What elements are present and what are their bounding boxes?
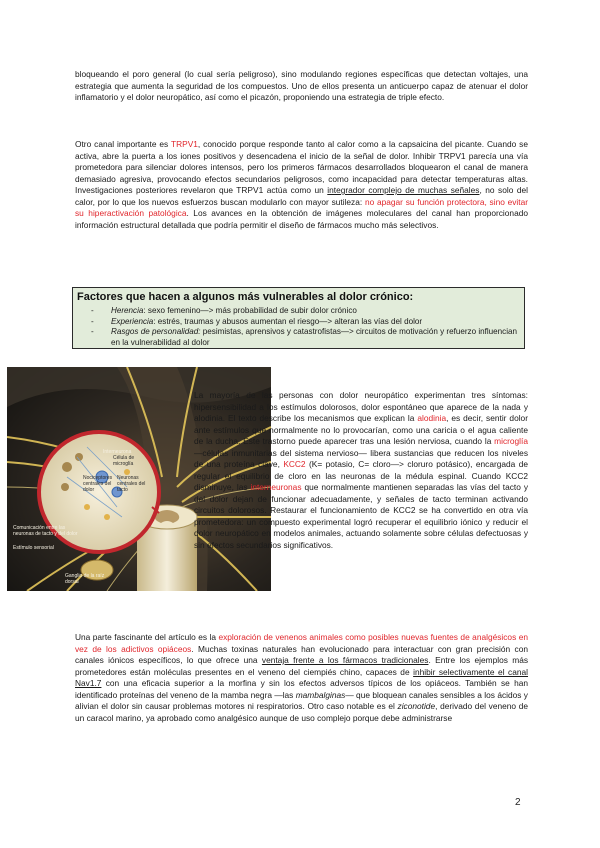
underline-nav17: inhibir selectivamente el canal Nav1.7 — [75, 666, 529, 688]
factors-title: Factores que hacen a algunos más vulnerables al dolor crónico: — [77, 291, 414, 303]
text-run: La mayoría de las personas con dolor neuropático experimentan tres síntomas: hipersensibilidad a los estímulos dolorosos, dolor espontáneo que aparece de la nada y alodinia. El texto describe los mecanismos que explican la — [194, 390, 528, 423]
highlight-venenos: exploración de venenos animales como posibles nuevas fuentes de analgésicos en vez de los adictivos opiáceos — [75, 632, 528, 654]
text-run: — que bloquean canales sensibles a los ácidos y alivian el dolor sin causar problemas motores ni respiratorios. Otro caso notable es el — [75, 689, 528, 711]
highlight-alodinia: alodinia — [417, 413, 447, 423]
factor-text: pesimistas, aprensivos y catastrofistas—> circuitos de motivación y refuerzo influencian en la vulnerabilidad al dolor — [111, 327, 518, 347]
factor-text: : estrés, traumas y abusos aumentan el riesgo—> alteran las vías del dolor — [153, 316, 423, 326]
underline-integrador: integrador complejo de muchas señales — [327, 185, 480, 195]
text-run: —células inmunitarias del sistema nervioso— libera sustancias que reducen los niveles de una proteína clave, — [194, 447, 528, 469]
factor-text: : sexo femenino—> más probabilidad de subir dolor crónico — [143, 306, 357, 315]
text-run: . Los avances en la obtención de imágenes moleculares del canal han proporcionado información estructural detallada que podría permitir el diseño de fármacos mucho más selectivos. — [75, 208, 528, 230]
highlight-interneuronas: interneuronas — [250, 482, 302, 492]
label-interneurona: Interneurona — [103, 449, 132, 455]
text-run: con una eficacia superior a la morfina y sin los efectos adversos típicos de los opiáceos. También se han identificado proteínas del veneno de la mamba negra —las — [75, 678, 528, 700]
text-run: . Muchas toxinas naturales han evolucionado para interactuar con gran precisión con canales iónicos específicos, lo que ofrece una — [75, 643, 528, 665]
label-comunicacion: Comunicación entre las neuronas de tacto y del dolor — [13, 525, 78, 537]
factor-item-herencia — [91, 306, 520, 317]
factors-list — [77, 306, 520, 348]
text-run: Otro canal importante es — [75, 139, 171, 149]
text-run: bloqueando el poro general (lo cual sería peligroso), sino modulando regiones específicas que detectan voltajes, una estrategia que aumenta la seguridad de los compuestos. Uno de ellos presenta un anticuerpo capaz de atenuar el dolor inflamatorio y el dolor neuropático, así como el picazón, proponiendo una estrategia de triple efecto. — [75, 69, 528, 102]
factors-box — [72, 287, 525, 349]
text-run: , derivado del veneno de un caracol marino, ya aprobado como analgésico aunque de uso complejo porque debe administrarse — [75, 701, 528, 723]
text-run: , no solo del calor, por lo que los nuevos esfuerzos buscan modularlo con mayor sutileza: — [75, 185, 528, 207]
highlight-protective-function: no apagar su función protectora, sino evitar su hiperactivación patológica — [75, 196, 528, 218]
italic-mambalginas: mambalginas — [295, 689, 346, 700]
factor-term: Rasgos de personalidad: — [111, 327, 201, 336]
text-run: . Entre los ejemplos más prometedores están moléculas presentes en el veneno del ciempiés chino, capaces de — [75, 655, 529, 677]
label-ganglio: Ganglio de la raíz dorsal — [65, 573, 105, 585]
factor-item-personalidad — [91, 327, 520, 348]
text-run: Una parte fascinante del artículo es la — [75, 632, 219, 642]
label-microglia: Célula de microglía — [113, 455, 135, 467]
label-neuronas-tacto: Neuronas centrales del tacto — [117, 475, 146, 493]
label-estimulo: Estímulo sensorial — [13, 545, 54, 551]
text-run: , conocido porque responde tanto al calor como a la capsaicina del picante. Cuando se activa, abre la puerta a los iones positivos y desencadena el inicio de la señal de dolor. Inhibir TRPV1 parecía una vía prometedora para silenciar dolores intensos, pero los primeros fármacos desarrollados bloquearon el canal de manera demasiado agresiva, provocando efectos secundarios peligrosos, como incapacidad para detectar temperaturas altas. Investigaciones posteriores revelaron que TRPV1 actúa como un — [75, 139, 528, 195]
highlight-trpv1: TRPV1 — [171, 139, 198, 149]
text-run: (K= potasio, C= cloro—> cloruro potásico), encargada de regular el equilibrio de cloro en las neuronas de la médula espinal. Cuando KCC2 disminuye, las — [194, 459, 528, 492]
highlight-microglia: microglía — [494, 436, 528, 446]
page-number: 2 — [515, 797, 521, 808]
factor-term: Herencia — [111, 306, 144, 315]
paragraph-alodinia — [194, 390, 528, 551]
paragraph-trpv1 — [75, 139, 528, 231]
italic-ziconotide: ziconotide — [397, 701, 436, 711]
paragraph-venenos — [75, 632, 528, 724]
label-nociceptores: Nociceptores centrales del dolor — [83, 475, 113, 493]
factor-term: Experiencia — [111, 316, 154, 326]
text-run: que normalmente mantienen separadas las vías del tacto y del dolor dejan de funcionar adecuadamente, y señales de tacto terminan activando circuitos dolorosos. Restaurar el funcionamiento de KCC2 se ha convertido en otra vía prometedora: un compuesto experimental logró recuperar el equilibrio iónico y reducir el dolor neuropático en modelos animales, actuando solamente sobre células defectuosas y sin efectos secundarios significativos. — [194, 482, 528, 550]
factor-item-experiencia — [91, 317, 520, 328]
underline-ventaja: ventaja frente a los fármacos tradicionales — [261, 655, 429, 665]
highlight-kcc2: KCC2 — [283, 459, 306, 469]
text-run: , es decir, sentir dolor ante estímulos que normalmente no lo provocarían, como una caricia o el agua caliente de la ducha. Este trastorno puede aparecer tras una lesión nerviosa, cuando la — [194, 413, 528, 446]
paragraph-nav-channel-continuation — [75, 69, 528, 104]
